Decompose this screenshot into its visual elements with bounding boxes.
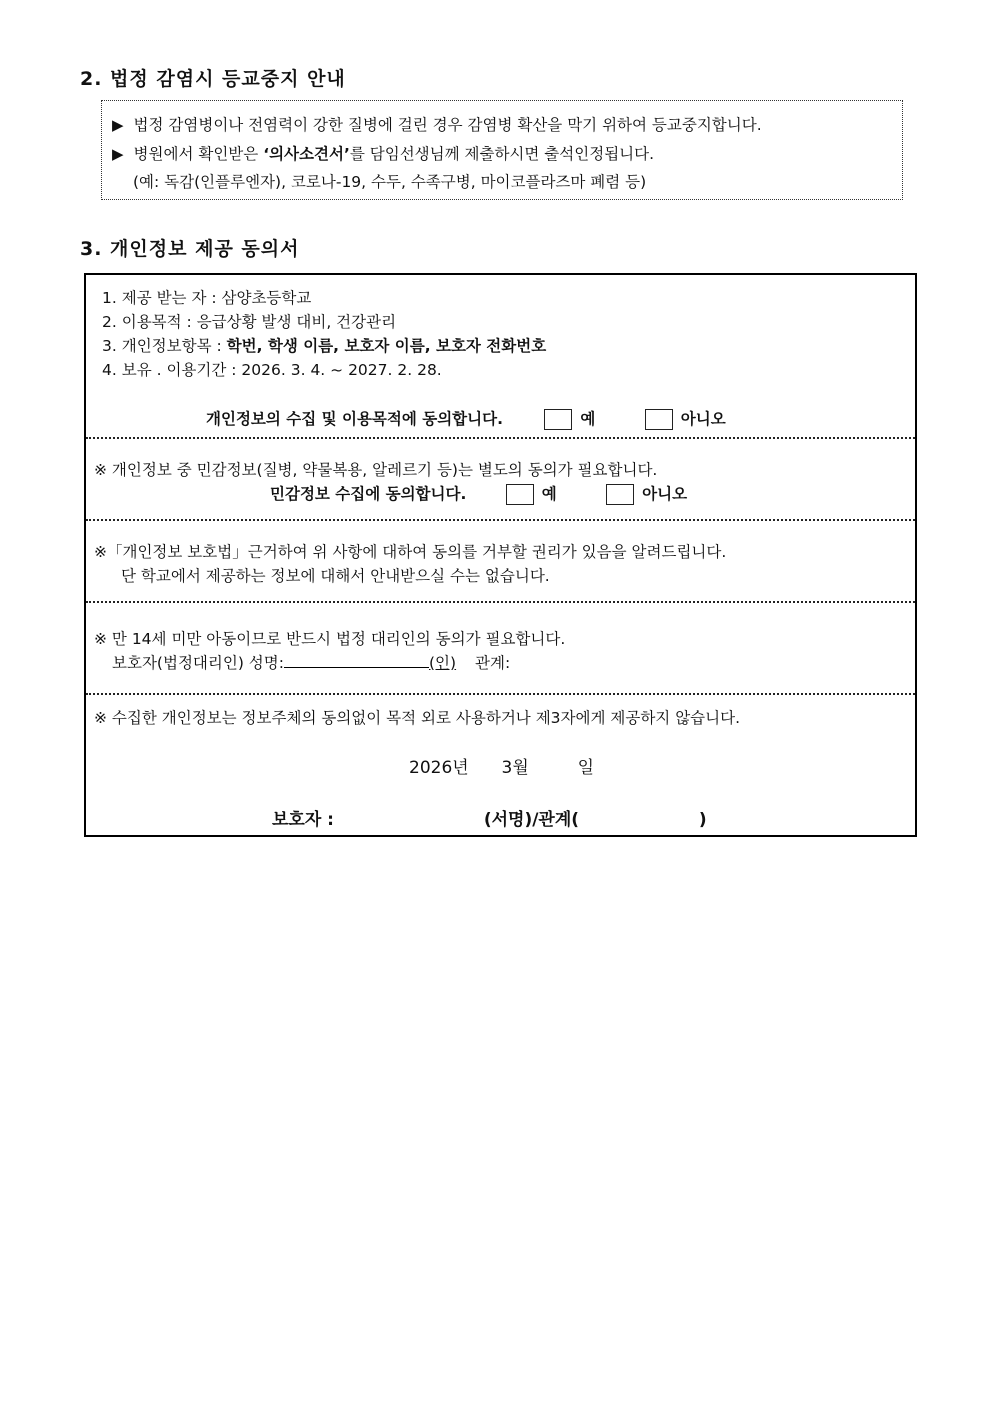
section-3-title: 3. 개인정보 제공 동의서 [80, 238, 300, 260]
sensitive-info-note: ※ 개인정보 중 민감정보(질병, 약물복용, 알레르기 등)는 별도의 동의가 필요합니다. [94, 461, 658, 479]
date-day: 일 [577, 758, 594, 778]
consent-collection-yes-checkbox[interactable] [544, 409, 572, 430]
notice-line-2: ▶ 병원에서 확인받은 ‘의사소견서’를 담임선생님께 제출하시면 출석인정됩니다. [112, 145, 655, 163]
seal-mark: (인) [428, 654, 457, 672]
privacy-consent-form [84, 273, 917, 837]
doctor-note-label: ‘의사소견서’ [263, 145, 350, 163]
right-to-refuse-note: ※「개인정보 보호법」근거하여 위 사항에 대하여 동의를 거부할 권리가 있음을 알려드립니다. [94, 543, 727, 561]
consent-collection-no-checkbox[interactable] [645, 409, 673, 430]
right-to-refuse-caveat: 단 학교에서 제공하는 정보에 대해서 안내받으실 수는 없습니다. [121, 567, 550, 585]
signature-label: 보호자 : [272, 810, 334, 830]
signature-relation-label: (서명)/관계( [483, 810, 580, 830]
form-date [409, 753, 594, 778]
item-purpose: 2. 이용목적 : 응급상황 발생 대비, 건강관리 [102, 313, 397, 331]
date-month: 3월 [501, 758, 529, 778]
section-2-title: 2. 법정 감염시 등교중지 안내 [80, 68, 346, 90]
divider [86, 693, 915, 695]
usage-restriction-note: ※ 수집한 개인정보는 정보주체의 동의없이 목적 외로 사용하거나 제3자에게 제공하지 않습니다. [94, 709, 741, 727]
divider [86, 601, 915, 603]
guardian-name-row: 보호자(법정대리인) 성명: (인) 관계: [112, 651, 510, 673]
notice-line-1: ▶ 법정 감염병이나 전염력이 강한 질병에 걸린 경우 감염병 확산을 막기 위하여 등교중지합니다. [112, 116, 762, 134]
guardian-name-field[interactable] [284, 651, 429, 668]
item-period: 4. 보유 . 이용기간 : 2026. 3. 4. ~ 2027. 2. 28. [102, 361, 442, 379]
infection-notice-box [101, 100, 903, 200]
consent-sensitive-row: 민감정보 수집에 동의합니다. 예 아니오 [270, 485, 688, 503]
triangle-bullet-icon: ▶ [112, 116, 124, 134]
consent-sensitive-yes-checkbox[interactable] [506, 484, 534, 505]
triangle-bullet-icon: ▶ [112, 145, 124, 163]
consent-collection-row: 개인정보의 수집 및 이용목적에 동의합니다. 예 아니오 [206, 410, 726, 428]
guardian-signature-row: 보호자 : (서명)/관계( ) [272, 810, 707, 830]
minor-consent-note: ※ 만 14세 미만 아동이므로 반드시 법정 대리인의 동의가 필요합니다. [94, 630, 566, 648]
consent-sensitive-no-checkbox[interactable] [606, 484, 634, 505]
relation-label: 관계: [475, 654, 511, 672]
divider [86, 519, 915, 521]
item-recipient: 1. 제공 받는 자 : 삼양초등학교 [102, 289, 312, 307]
date-year: 2026년 [409, 758, 469, 778]
notice-examples: (예: 독감(인플루엔자), 코로나-19, 수두, 수족구병, 마이코플라즈마 폐렴 등) [133, 173, 647, 191]
divider [86, 437, 915, 439]
item-fields: 3. 개인정보항목 : 학번, 학생 이름, 보호자 이름, 보호자 전화번호 [102, 337, 547, 355]
